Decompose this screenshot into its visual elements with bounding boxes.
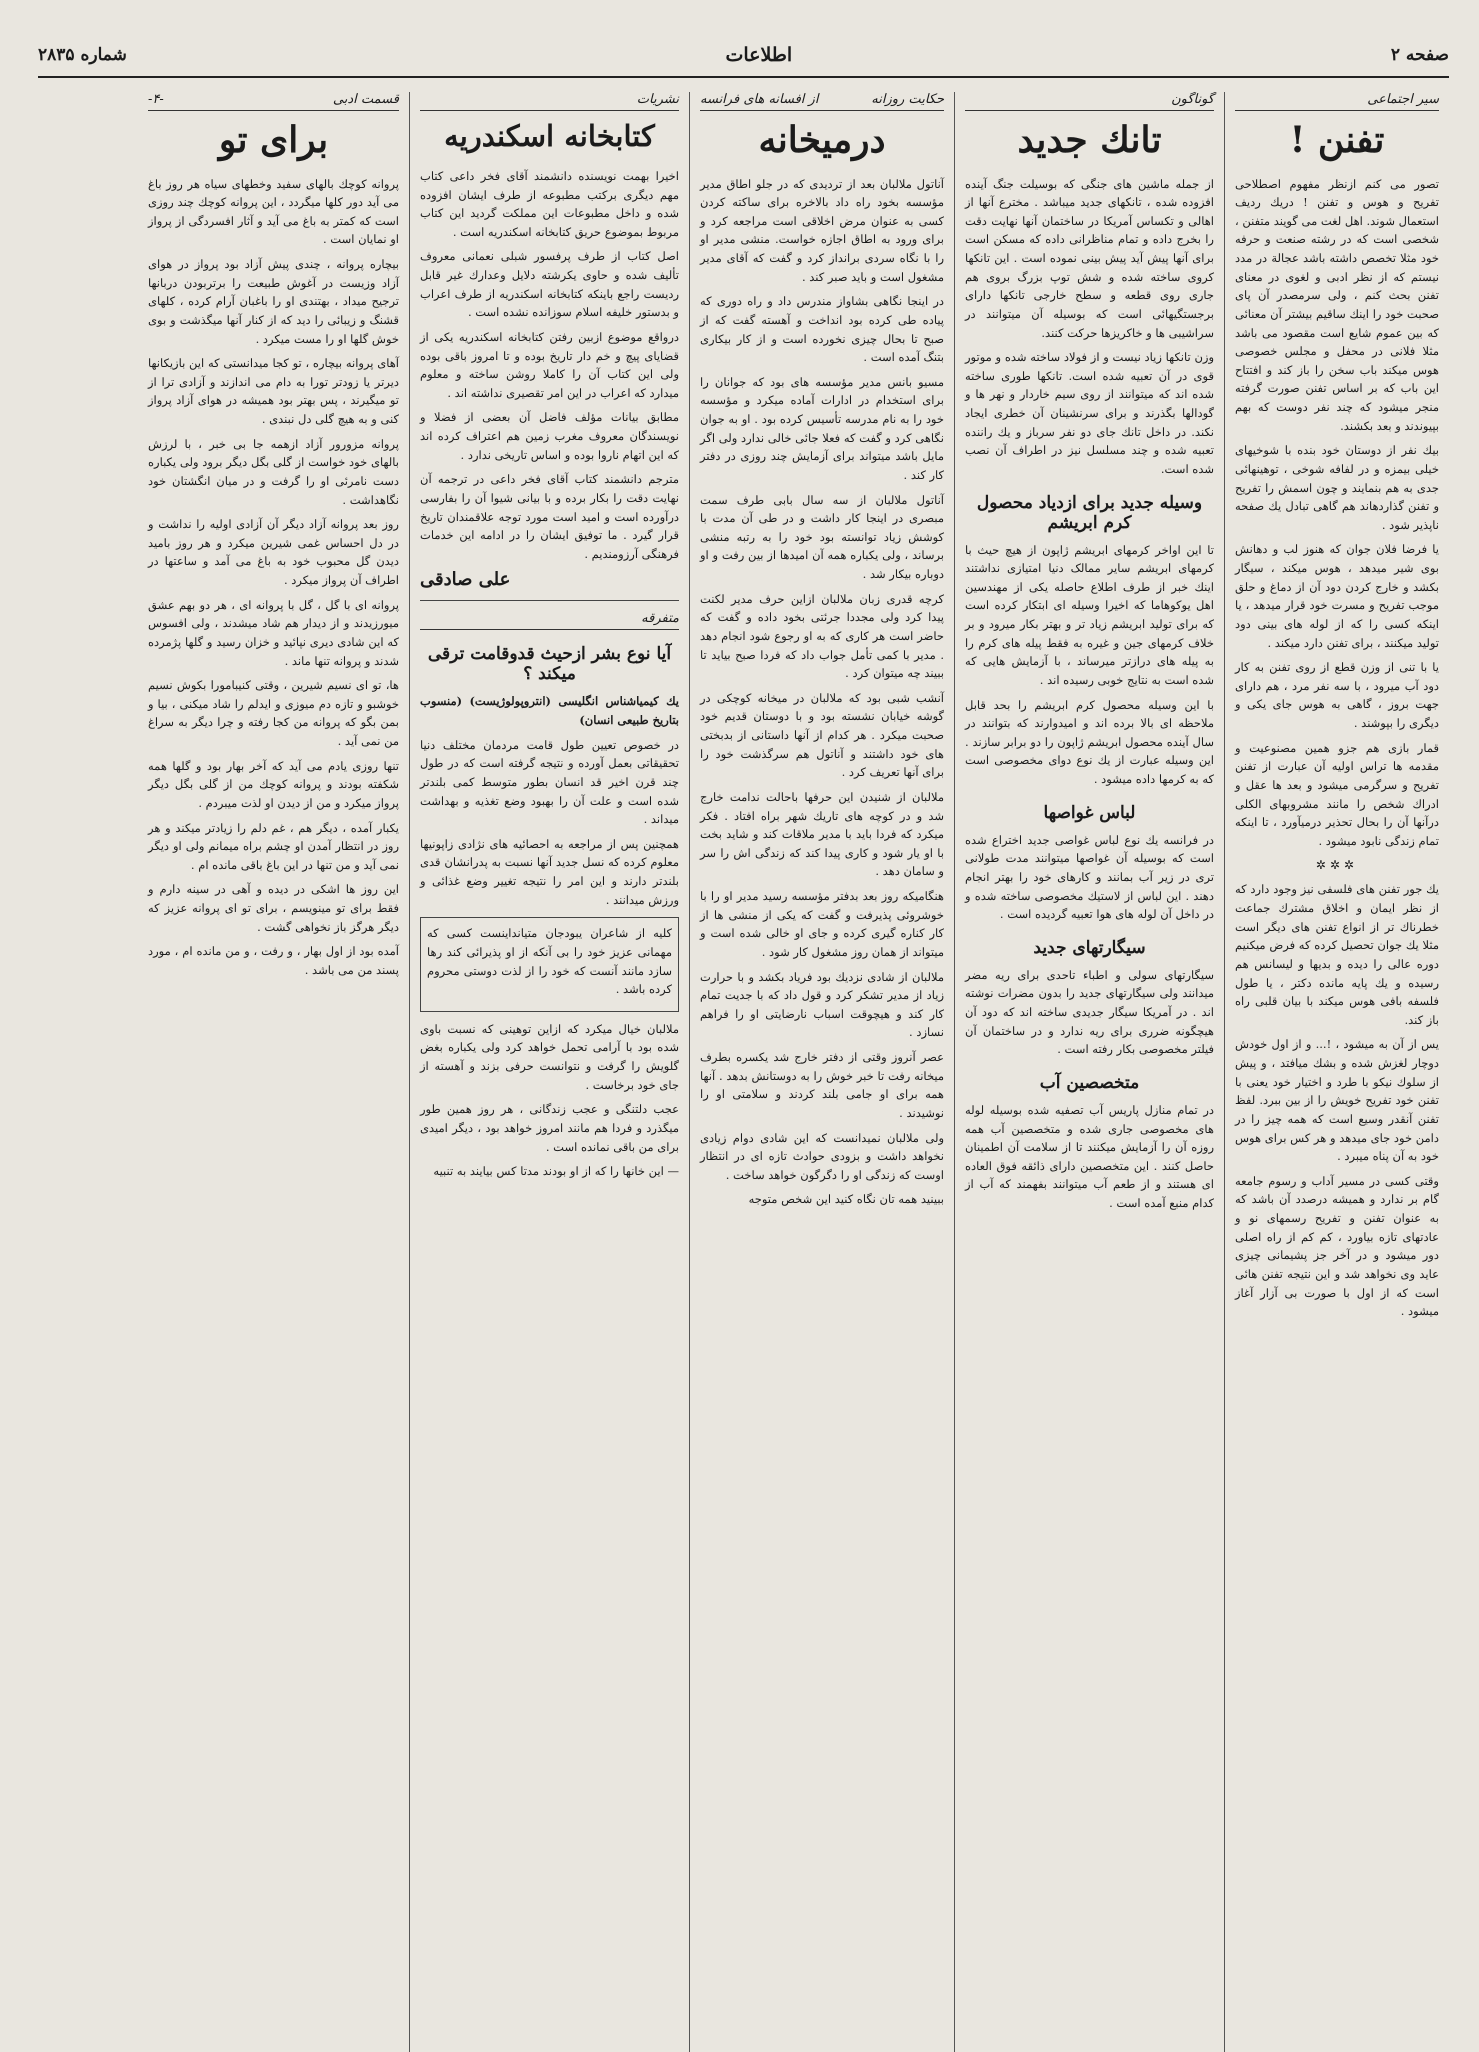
- article-paragraph: روز بعد پروانه آزاد دیگر آن آزادی اولیه را نداشت و در دل احساس غمی شیرین میکرد و هر روز بامید دیدن گل محبوب خود به باغ می آمد و ساعتها در اطراف آن پرواز میکرد .: [148, 517, 399, 588]
- article-subheading: متخصصین آب: [1039, 1072, 1140, 1093]
- article-paragraph: در تمام منازل پاریس آب تصفیه شده بوسیله لوله های مخصوصی جاری شده و متخصصین آب همه روزه آن را آزمایش میکنند تا از سلامت آن اطمینان حاصل کنند . این متخصصین دارای ذائقه فوق العاده ای هستند و از طعم آب میتوانند بفهمند که آب از کدام منبع آمده است .: [965, 1102, 1214, 1211]
- article-paragraph: یا فرضا فلان جوان که هنوز لب و دهانش بوی شیر میدهد ، هوس میکند ، سیگار بکشد و خارج کردن دود آن از دماغ و حلق موجب تفریح و مسرت خود قرار میدهد ، یا اینکه کسی را که از لوله های بینی دود تولید میکنند ، برای تفنن دارد میکند .: [1235, 542, 1439, 650]
- column-kicker: [700, 92, 944, 111]
- boxed-quote: [420, 917, 679, 1012]
- article-paragraph: کرچه قدری زبان ملالبان ازاین حرف مدیر لکنت پیدا کرد ولی مجددا جرئتی بخود داده و گفت که حاضر است هر کاری که به او رجوع شود انجام دهد . مدیر با کمی تأمل جواب داد که فردا صبح بیاید تا ببیند چه میتوان کرد .: [700, 591, 944, 681]
- article-paragraph: یا با تنی از وزن قطع از روی تفنن به کار دود آب میرود ، با سه نفر مرد ، هم دارای جهت بروز ، گاهی به هوس جای یکی و دیگری را بپوشند .: [1235, 660, 1439, 731]
- author-signature: علی صادقی: [420, 569, 511, 591]
- article-paragraph: ملالبان خیال میکرد که ازاین توهینی که نسبت باوی شده بود با آرامی تحمل خواهد کرد ولی یکباره بغض گلویش را گرفت و نتوانست حرفی بزند و آهسته از جای خود برخاست .: [420, 1021, 679, 1092]
- article-subheading: وسیله جدید برای ازدیاد محصول کرم ابریشم: [976, 492, 1203, 533]
- column-tavern-story: [689, 92, 954, 2052]
- article-paragraph: در خصوص تعیین طول قامت مردمان مختلف دنیا تحقیقاتی بعمل آورده و نتیجه گرفته است که در طول چند قرن اخیر قد انسان بطور متوسط کمی بلندتر شده است و علت آن را بهبود وضع تغذیه و بهداشت میداند .: [420, 737, 679, 827]
- columns: [38, 92, 1449, 2052]
- column-kicker: [420, 92, 679, 111]
- article-paragraph: پروانه مزورور آزاد ازهمه جا بی خبر ، با لرزش بالهای خود خواست از گلی بگل دیگر برود ولی یکباره دست نامرئی او را گرفت و در میان انگشتان خود نگاهداشت .: [148, 436, 399, 507]
- ornament-divider: ✲✲✲: [1315, 858, 1359, 873]
- paper-name: اطلاعات: [725, 44, 793, 66]
- article-closing: آمده بود از اول بهار ، و رفت ، و من مانده ام ، مورد پسند من می باشد .: [148, 944, 399, 977]
- column-tafannon: [1224, 92, 1449, 2052]
- article-paragraph: یك جور تفنن های فلسفی نیز وجود دارد که از نظر ایمان و اخلاق مشترك جماعت خطرناك تر از انواع تفنن های دیگر است مثلا یك جوان تحصیل کرده که فرض میکنیم دوره عالی را دیده و بدیها و لیسانس هم رسیده و یك پایه مانده دکتر ، یا طول فلسفه بافی هوس میکند با بیان قلبی راه باز کند.: [1235, 882, 1439, 1027]
- article-paragraph: یکبار آمده ، دیگر هم ، غم دلم را زیادتر میکند و هر روز در انتظار آمدن او چشم براه میمانم ولی او دیگر نمی آید و من تنها در این باغ باقی مانده ام .: [148, 820, 399, 872]
- article-paragraph: همچنین پس از مراجعه به احصائیه های نژادی زاپونیها معلوم کرده که نسل جدید آنها نسبت به پدرانشان قدی بلندتر دارند و این امر را نتیجه تغییر وضع غذائی و ورزش میدانند .: [420, 836, 679, 907]
- article-headline: درمیخانه: [758, 119, 886, 161]
- article-headline: برای تو: [218, 119, 329, 161]
- article-paragraph: سیگارتهای سولی و اطباء تاحدی برای ریه مضر میدانند ولی سیگارتهای جدید را بدون مضرات نوشته اند . در آمریکا سیگار جدیدی ساخته اند که دود آن هیچگونه ضرری برای ریه ندارد و در ساختمان آن فیلتر مخصوصی بکار رفته است .: [965, 967, 1214, 1057]
- article-paragraph: عجب دلتنگی و عجب زندگانی ، هر روز همین طور میگذرد و فردا هم مانند امروز خواهد بود ، دیگر امیدی برای من باقی نمانده است .: [420, 1102, 679, 1154]
- article-paragraph: در فرانسه یك نوع لباس غواصی جدید اختراع شده است که بوسیله آن غواصها میتوانند مدت طولانی تری در زیر آب بمانند و کارهای خود را بهتر انجام دهند . این لباس از لاستیك مخصوصی ساخته شده و در داخل آن لوله های هوا تعبیه گردیده است .: [965, 832, 1214, 922]
- article-paragraph: این روز ها اشکی در دیده و آهی در سینه دارم و فقط برای تو مینویسم ، برای تو ای پروانه عزیز که دیگر هرگز باز نخواهی گشت .: [148, 882, 399, 934]
- kicker-source: از افسانه های فرانسه: [700, 92, 819, 107]
- article-paragraph: با این وسیله محصول کرم ابریشم را بحد قابل ملاحظه ای بالا برده اند و امیدوارند که بتوانند در سال آینده محصول ابریشم ژاپون را دو برابر سازند . این وسیله عبارت از یك نوع دوای مخصوصی است که به کرمها داده میشود .: [965, 697, 1214, 787]
- article-closing: ببینید همه تان نگاه کنید این شخص متوجه: [748, 1192, 944, 1207]
- article-paragraph: بیك نفر از دوستان خود بنده با شوخیهای خیلی بیمزه و در لفافه شوخی ، توهینهائی جدی به هم بنمایند و چون اسمش را تفریح و تفنن گذاردهاند هم گاهی تبادل یك صفحه ناپذیر شود .: [1235, 443, 1439, 532]
- article-paragraph: ها، تو ای نسیم شیرین ، وقتی کنیبامورا بکوش نسیم خوشبو و تازه دم میوزی و ایدلم را شاد میکنی ، بیا و بمن بگو که پروانه من کجا رفته و چرا دیگر به سراغ من نمی آید .: [148, 678, 399, 749]
- article-paragraph: تنها روزی یادم می آید که آخر بهار بود و گلها همه شکفته بودند و پروانه کوچك من از گلی بگل دیگر پرواز میکرد و من از دیدن او لذت میبردم .: [148, 758, 399, 810]
- column-alexandria-library: [409, 92, 689, 2052]
- article-paragraph: تا این اواخر کرمهای ابریشم ژاپون از هیچ حیث با کرمهای ابریشم سایر ممالک دنیا امتیازی نداشتند اینك خبر از طرف اطلاع حاصله یکی از مهندسین اهل یوکوهاما که اخیرا وسیله ای ابتکار کرده است که برای تولید ابریشم زیاد تر و بهتر بکار میرود و بر خلاف کرمهای جین و غیره به فقط پیله های کرم را به پیله های درازتر میرساند ، با آزمایش هایی که شده است به نتایج خوبی رسیده اند .: [965, 542, 1214, 687]
- article-paragraph: ملالبان از شادی نزدیك بود فریاد بکشد و با حرارت زیاد از مدیر تشکر کرد و قول داد که با جدیت تمام کار کند و هیچوقت اسباب نارضایتی او را فراهم نسازد .: [700, 969, 944, 1040]
- article-paragraph: مطابق بیانات مؤلف فاضل آن بعضی از فضلا و نویسندگان معروف مغرب زمین هم اعتراف کرده اند که این اتهام ناروا بوده و اساس تاریخی ندارد .: [420, 410, 679, 462]
- kicker-text: نشریات: [636, 92, 679, 107]
- article-subheading: سیگارتهای جدید: [1033, 937, 1146, 958]
- article-paragraph: وقتی کسی در مسیر آداب و رسوم جامعه گام بر ندارد و همیشه درصدد آن باشد که به عنوان تفنن و تفریح رسمهای نو و عادتهای تازه بیاورد ، کم کم از راه اصلی دور میشود و در آخر جز پشیمانی چیزی عاید وی نخواهد شد و این نتیجه تفنن هائی است که از اول با صورت بی آزار آغاز میشود .: [1235, 1173, 1439, 1319]
- article-paragraph: پروانه ای با گل ، گل با پروانه ای ، هر دو بهم عشق میورزیدند و از دیدار هم شاد میشدند ، ولی افسوس که این شادی دیری نپائید و خزان رسید و گلها پژمرده شدند و پروانه تنها ماند .: [148, 597, 399, 668]
- article-paragraph: اخیرا بهمت نویسنده دانشمند آقای فخر داعی کتاب مهم دیگری برکتب مطبوعه از طرف ایشان افزوده شده و داخل مطبوعات این مملکت گردید این کتاب مربوط بموضوع حریق کتابخانه اسکندریه است .: [420, 168, 679, 239]
- article-paragraph: از جمله ماشین های جنگی که بوسیلت جنگ آینده افزوده شده ، تانکهای جدید میباشد . مخترع آنها از اهالی و تکساس آمریکا در ساختمان آنها نهایت دقت را بخرج داده و تمام مناظرانی داده که مسکن است برای آنها پیش آید پیش بینی نموده است . این تانکها کروی ساخته شده و شش توپ بزرگ بروی هم جاری روی قطعه و سطح خارجی تانکها دارای برجستگیهائی است که بوسیله آن میتوانند در سراشیبی ها و خاکریزها حرکت کنند.: [965, 176, 1214, 340]
- article-paragraph: پروانه کوچك بالهای سفید وخطهای سیاه هر روز باغ می آید دور کلها میگردد ، این پروانه کوچك چند روزی است که کمتر به باغ می آید و آثار افسردگی از پرواز او نمایان است .: [148, 176, 399, 247]
- article-headline: تفنن !: [1289, 119, 1385, 161]
- article-paragraph: یس از آن به میشود ، !... و از اول خودش دوچار لغزش شده و بشك میافتد ، و پیش از سلوك نیکو با طرد و اختیار خود یعنی با تفنن خود تفریح خویش را از بین ببرد. لفظ تفنن آنقدر وسیع است که همه چیز را در دامن خود جای میدهد و هر کس برای هوس خود به آن پناه میبرد .: [1235, 1037, 1439, 1164]
- article-headline: تانك جدید: [1017, 119, 1162, 161]
- section-divider: [420, 600, 679, 601]
- article-paragraph: وزن تانکها زیاد نیست و از فولاد ساخته شده و موتور قوی در آن تعبیه شده است. تانکها طوری ساخته شده اند که میتوانند از روی سیم خاردار و نهر ها و گودالها بگذرند و برای سرنشینان آن خطری ایجاد نکند. در داخل تانك جای دو نفر سرباز و یك راننده تعبیه شده و چند مسلسل نیز در اطراف آن نصب شده است.: [965, 350, 1214, 476]
- article-paragraph: تصور می کنم ازنظر مفهوم اصطلاحی تفریح و هوس و تفنن ! دریك ردیف استعمال شوند. اهل لغت می گویند متفنن ، شخصی است که در رشته صنعت و حرفه خود مثلا تخصص داشته باشد عجالة در مدد نیستم که از نظر ادبی و لغوی در معنای تفنن بحث کنم ، ولی سرمصدر آن پای صحبت خود را اینك ساقیم بیشتر آن معنائی که بین عموم شایع است مقصود می باشد مثلا فلانی در محفل و مجلس خصوصی هوس میکند باب سخن را باز کند و افتتاح این باب که بر اساس تفنن صورت گرفته منجر میشود که چند نفر دوست که بهم بپیوندند و بعد بکشند.: [1235, 176, 1439, 433]
- article-paragraph: بیچاره پروانه ، چندی پیش آزاد بود پرواز در هوای آزاد وزیست در آغوش طبیعت را برتربودن دربانها ترجیح میداد ، بهتندی او را باغبان آرام کرده ، کلهای قشنگ و زیبائی را دید که از کنار آنها میگذشت و بوی خوش گلها او را مست میکرد .: [148, 257, 399, 346]
- column-kicker: [965, 92, 1214, 111]
- article-paragraph: درواقع موضوع ازبین رفتن کتابخانه اسکندریه یکی از قضایای پیچ و خم دار تاریخ بوده و تا امروز باقی بوده ولی این کتاب آن را کاملا روشن ساخته و معلوم میدارد که اعراب در این امر تقصیری نداشته اند .: [420, 329, 679, 400]
- article-paragraph: عصر آنروز وقتی از دفتر خارج شد یکسره بطرف میخانه رفت تا خبر خوش را به دوستانش بدهد . آنها همه برای او جامی بلند کردند و سلامتی او را نوشیدند .: [700, 1050, 944, 1120]
- kicker-text: سیر اجتماعی: [1367, 92, 1439, 107]
- column-kicker: [148, 92, 399, 111]
- article-paragraph: قمار بازی هم جزو همین مصنوعیت و مقدمه ها تراس اولیه آن عبارت از تفنن تفریح و سرگرمی میشود و بعد ها عقل و ادراك شخص را مانند مشروبهای الکلی درآنها آن را بحال تحذیر درمیآورد ، تا اینکه تمام زندگی نابود میشود .: [1235, 740, 1439, 848]
- article-headline: کتابخانه اسکندریه: [444, 119, 655, 153]
- column-for-you: [138, 92, 409, 2052]
- article-paragraph: آناتول ملالبان از سه سال بابی طرف سمت مبصری در اینجا کار داشت و در طی آن مدت با کوشش زیاد توانسته بود خود را به رتبه منشی برساند ، ولی یکباره همه آن امیدها از بین رفت و او دوباره بیکار شد .: [700, 492, 944, 582]
- article-byline: یك کیمیاشناس انگلیسی (انتروپولوژیست) (منسوب بتاریخ طبیعی انسان): [420, 694, 679, 728]
- column-kicker: [1235, 92, 1439, 111]
- page-number: صفحه ۲: [1390, 45, 1449, 65]
- kicker-text: گوناگون: [1171, 92, 1214, 107]
- article-paragraph: مسیو بانس مدیر مؤسسه های بود که جوانان را برای استخدام در ادارات آماده میکرد و مؤسسه خود را به نام مدرسه تأسیس کرده بود . او به جوان نگاهی کرد و گفت که فعلا جائی خالی ندارد ولی اگر مایل باشد میتواند برای آزمایش چند روزی در دفتر کار کند .: [700, 374, 944, 482]
- masthead: [38, 40, 1449, 78]
- kicker-text: حکایت روزانه: [871, 92, 944, 107]
- kicker-number: -۴-: [148, 92, 164, 107]
- article-paragraph: آناتول ملالبان بعد از تردیدی که در جلو اطاق مدیر مؤسسه بخود راه داد بالاخره برای ساکته کردن کسی به عنوان مرض اخلاقی است مراجعه کرد و برای ورود به اطاق اجازه خواست. منشی مدیر او را با نگاه سردی برانداز کرد و گفت که آقای مدیر مشغول است و باید صبر کند .: [700, 176, 944, 284]
- article-paragraph: هنگامیکه روز بعد بدفتر مؤسسه رسید مدیر او را با خوشروئی پذیرفت و گفت که یکی از منشی ها از کار کناره گیری کرده و جای او خالی شده است و میتواند از همان روز مشغول کار شود .: [700, 889, 944, 959]
- article-paragraph: آنشب شبی بود که ملالبان در میخانه کوچکی در گوشه خیابان نشسته بود و با دوستان قدیم خود صحبت میکرد . هر کدام از آنها داستانی از بدبختی های خود داشتند و آناتول هم سرگذشت خود را برای آنها تعریف کرد .: [700, 690, 944, 780]
- article-paragraph: ولی ملالبان نمیدانست که این شادی دوام زیادی نخواهد داشت و بزودی حوادث تازه ای در انتظار اوست که زندگی او را دگرگون خواهد ساخت .: [700, 1130, 944, 1182]
- article-paragraph: در اینجا نگاهی بشاواز مندرس داد و راه دوری که پیاده طی کرده بود انداخت و آهسته گفت که از صبح تا بحال چیزی نخورده است و از کار بیکاری بتنگ آمده است .: [700, 294, 944, 365]
- kicker-text: متفرقه: [641, 611, 679, 627]
- column-new-tank: [954, 92, 1224, 2052]
- article-paragraph: اصل کتاب از طرف پرفسور شبلی نعمانی معروف تألیف شده و حاوی یکرشته دلایل وعدارك غیر قابل ردیست راجع باینکه کتابخانه اسکندریه از طرف اعراب و بدستور خلیفه اسلام سوزانده نشده است .: [420, 249, 679, 320]
- kicker-text: قسمت ادبی: [332, 92, 399, 107]
- section-kicker: [420, 611, 679, 630]
- issue-number: شماره ۲۸۳۵: [38, 45, 127, 65]
- article-closing: — این خانها را که از او بودند مدتا کس بیایند به تنبیه: [433, 1164, 679, 1179]
- article-paragraph: ملالبان از شنیدن این حرفها باحالت ندامت خارج شد و در کوچه های تاریك شهر براه افتاد . فکر میکرد که فردا باید با مدیر ملاقات کند و شاید بخت با او یار شود و کاری پیدا کند که زندگی اش را سر و سامان دهد .: [700, 789, 944, 879]
- article-paragraph: مترجم دانشمند کتاب آقای فخر داعی در ترجمه آن نهایت دقت را بکار برده و با بیانی شیوا آن را بفارسی درآورده است و امید است مورد توجه علاقمندان تاریخ قرار گیرد . ما توفیق ایشان را در ادامه این خدمات فرهنگی آرزومندیم .: [420, 472, 679, 561]
- boxed-quote-text: کلیه از شاعران یبودجان متیانداینست کسی که مهمانی عزیز خود را بی آنکه از او پذیرائی کند رها سازد مانند آنست که خود را از لذت دوستی محروم کرده باشد .: [427, 926, 672, 997]
- article-subheading: آیا نوع بشر ازحیث قدوقامت ترقی میکند ؟: [427, 644, 672, 685]
- article-subheading: لباس غواصها: [1043, 802, 1136, 823]
- article-paragraph: آهای پروانه بیچاره ، تو کجا میدانستی که این بازیکانها دیرتر یا زودتر تورا به دام می اندازند و آزادی ترا از تو میگیرند ، پس بهتر بود همیشه در هوای آزاد پرواز کنی و به هیچ گلی دل نبندی .: [148, 356, 399, 427]
